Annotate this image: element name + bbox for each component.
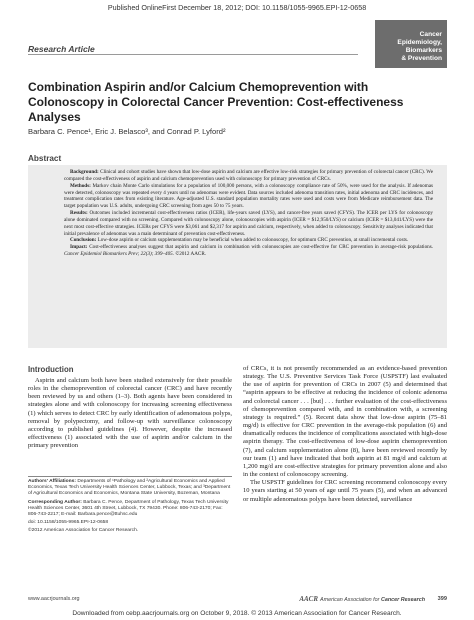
journal-badge-line: Cancer bbox=[419, 31, 442, 38]
footnote-label: Corresponding Author: bbox=[28, 499, 82, 505]
author-list: Barbara C. Pence¹, Eric J. Belasco³, and Conrad P. Lyford² bbox=[28, 127, 226, 136]
publisher-credit bbox=[299, 595, 425, 603]
footnote-copyright: ©2012 American Association for Cancer Research. bbox=[28, 528, 139, 534]
footnotes bbox=[28, 479, 232, 537]
abstract-label: Impact: bbox=[70, 244, 88, 251]
abstract-background bbox=[64, 169, 433, 183]
footnote-text: Departments of ¹Pathology and ²Agricultural Economics and Applied Economics, Texas Tech University Health Sciences Center, Lubbock, Texas; and ³Department of Agricultural Economics and Economics, Montana State University, Bozeman, Montana bbox=[28, 479, 231, 497]
page-number: 399 bbox=[437, 596, 447, 602]
abstract-label: Results: bbox=[70, 210, 88, 217]
right-column bbox=[243, 365, 447, 504]
footnote-divider bbox=[28, 476, 232, 477]
abstract-impact bbox=[64, 244, 433, 258]
abstract-text: Outcomes included incremental cost-effectiveness ratios (ICER), life-years saved (LYS), and cancer-free years saved (CFYS). The ICER per LYS for colonoscopy alone dominated compared with no screening. Compared with colonoscopy alone, colonoscopies with aspirin (ICER = $12,950/LYS) or calcium (ICER = $13,041/LYS) were the next most cost-effective strategies. ICERs per CFYS were $3,061 and $2,317 for aspirin and calcium, respectively, when added to colonoscopy. Sensitivity analyses indicated that initial prevalence of adenomas was a main determinant of prevention cost-effectiveness. bbox=[64, 210, 433, 237]
abstract-label: Background: bbox=[70, 169, 99, 175]
journal-url-link[interactable]: www.aacrjournals.org bbox=[28, 596, 80, 602]
footnote-label: Authors' Affiliations: bbox=[28, 479, 76, 484]
abstract-text: Markov chain Monte Carlo simulations for a population of 100,000 persons, with a colonoscopy compliance rate of 50%, were used for the analysis. If adenomas were detected, colonoscopy was repeated every 4 years until no adenomas were evident. Data sources included adenoma transition rates, initial adenoma and CRC incidences, and treatment complication rates from existing literature. Age-adjusted U.S. standard population mortality rates were used and costs were from Medicare reimbursement data. The target population was U.S. adults, undergoing CRC screening from ages 50 to 75 years. bbox=[64, 182, 433, 210]
abstract-label: Methods: bbox=[70, 182, 91, 189]
aacr-logo-icon: AACR bbox=[299, 595, 319, 603]
abstract-heading: Abstract bbox=[28, 154, 62, 163]
journal-badge-line: Epidemiology, bbox=[397, 39, 442, 46]
introduction-text-left bbox=[28, 377, 232, 450]
introduction-text-right bbox=[243, 365, 447, 504]
download-notice: Downloaded from cebp.aacrjournals.org on October 9, 2018. © 2013 American Association for Cancer Research. bbox=[72, 610, 402, 617]
left-column bbox=[28, 365, 232, 450]
journal-badge-line: Biomarkers bbox=[405, 47, 442, 54]
page-footer bbox=[28, 596, 447, 606]
section-divider bbox=[28, 54, 358, 55]
abstract-label: Conclusion: bbox=[70, 237, 97, 244]
journal-badge-line: & Prevention bbox=[401, 55, 442, 62]
footnote-corresponding bbox=[28, 500, 232, 519]
footnote-doi: doi: 10.1158/1055-9965.EPI-12-0658 bbox=[28, 520, 109, 526]
abstract-results bbox=[64, 210, 433, 237]
abstract-text: Cost-effectiveness analyses suggest that aspirin and calcium in combination with colonoscopies are cost-effective for CRC prevention in average-risk populations. bbox=[87, 244, 433, 251]
abstract-methods bbox=[64, 183, 433, 210]
abstract-citation: Cancer Epidemiol Biomarkers Prev; 22(3); 399–405. bbox=[64, 251, 175, 258]
article-title: Combination Aspirin and/or Calcium Chemoprevention with Colonoscopy in Colorectal Cancer Prevention: Cost-effectiveness Analyses bbox=[28, 80, 404, 124]
journal-badge bbox=[375, 20, 447, 68]
body-paragraph: of CRCs, it is not presently recommended as an evidence-based prevention strategy. The U.S. Preventive Services Task Force (USPSTF) last evaluated the use of aspirin for prevention of CRCs in 2007 (5) and determined that “aspirin appears to be effective at reducing the incidence of colonic adenoma and colorectal cancer . . . [but] . . . further evaluation of the cost-effectiveness of chemoprevention compared with, and in combination with, a screening strategy is required.” (5). Recent data show that low-dose aspirin (75–81 mg/d) is effective for CRC prevention in the average-risk population (6) and dramatically reduces the incidence of complications associated with high-dose aspirin therapy. The cost-effectiveness of low-dose aspirin chemoprevention (7), and calcium supplementation alone (8), have been reviewed recently by our team (1) and have indicated that both aspirin at 81 mg/d and calcium at 1,200 mg/d are cost-effective strategies for primary prevention alone and also in the context of colonoscopy screening. bbox=[243, 365, 447, 479]
footnote-affiliations bbox=[28, 479, 232, 498]
introduction-heading: Introduction bbox=[28, 365, 74, 374]
section-label: Research Article bbox=[28, 44, 95, 54]
abstract-text: Clinical and cohort studies have shown that low-dose aspirin and calcium are effective low-risk strategies for primary prevention of colorectal cancer (CRC). We compared the cost-effectiveness of aspirin and calcium chemoprevention used with colonoscopy for primary prevention of CRCs. bbox=[64, 169, 433, 182]
abstract-text: Low-dose aspirin or calcium supplementation may be beneficial when added to colonoscopy, for optimum CRC prevention, at small incremental costs. bbox=[96, 237, 409, 244]
footnote-text: Barbara C. Pence, Department of Pathology, Texas Tech University Health Sciences Center, 3601 4th Street, Lubbock, TX 79430. Phone: 806-743-2170; Fax: 806-743-2217; E-mail: Barbara.pence@ttuhsc.edu bbox=[28, 499, 229, 518]
published-online-line: Published OnlineFirst December 18, 2012; DOI: 10.1158/1055-9965.EPI-12-0658 bbox=[107, 3, 367, 12]
abstract-copyright: ©2012 AACR. bbox=[174, 251, 207, 258]
publisher-name-bold: Cancer Research bbox=[380, 597, 425, 603]
body-paragraph: Aspirin and calcium both have been studied extensively for their possible roles in the chemoprevention of colorectal cancer (CRC) and have recently been reviewed by us and others (1–3). Both agents have been considered in strategies alone and with colonoscopy for increasing screening effectiveness (1) which serves to detect CRC by early identification of adenomatous polyps, removal by polypectomy, and follow-up with surveillance colonoscopy according to published guidelines (4). However, despite the increased effectiveness (1) associated with the use of aspirin and/or calcium in the primary prevention bbox=[28, 377, 232, 450]
publisher-name: American Association for bbox=[320, 597, 381, 603]
abstract-box bbox=[28, 165, 447, 348]
body-paragraph: The USPSTF guidelines for CRC screening recommend colonoscopy every 10 years starting at 50 years of age until 75 years (5), and when an advanced or multiple adenomatous polyps have been detected, surveillance bbox=[243, 479, 447, 503]
